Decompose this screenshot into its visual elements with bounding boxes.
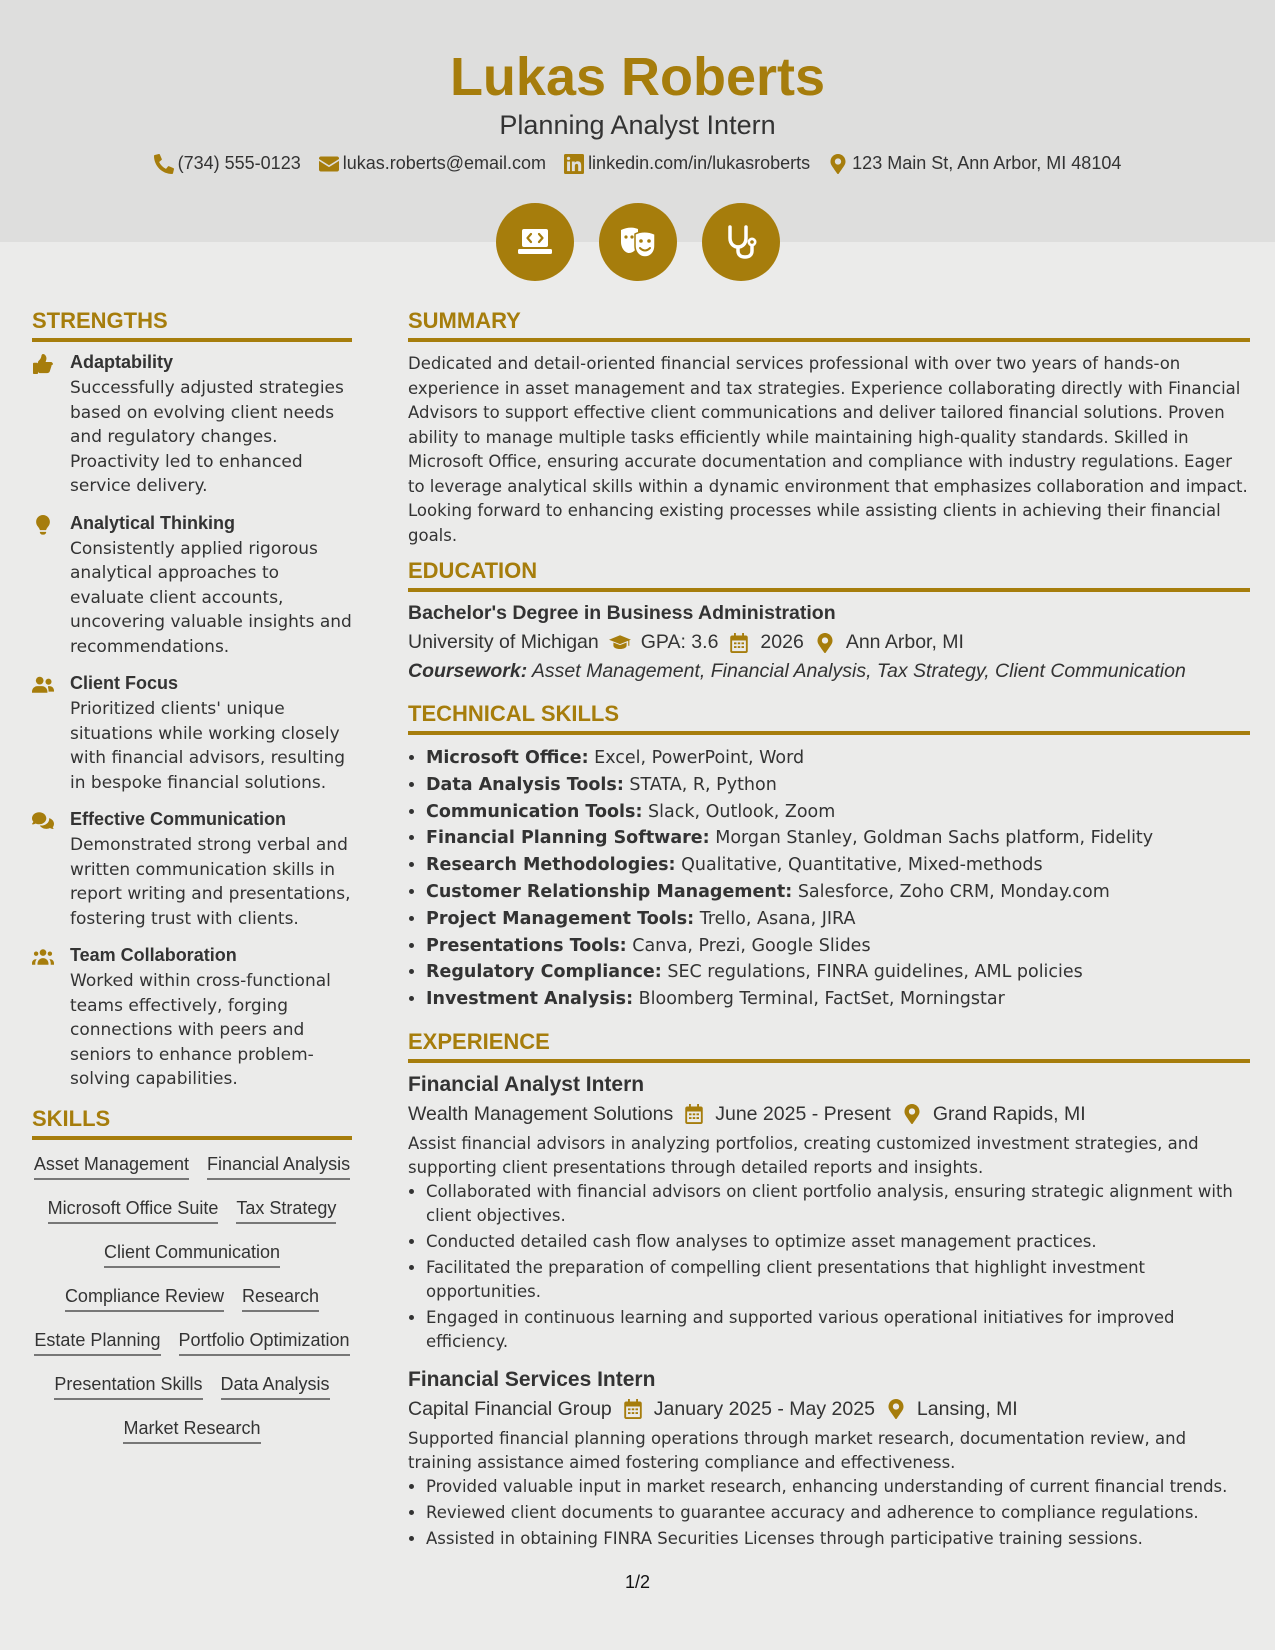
education-degree: Bachelor's Degree in Business Administration — [408, 602, 836, 624]
badge-laptop-code — [496, 203, 574, 281]
contact-email-text: lukas.roberts@email.com — [342, 153, 547, 173]
technical-skill-value: Salesforce, Zoho CRM, Monday.com — [792, 881, 1110, 902]
technical-skill-item — [426, 825, 1250, 852]
skills-heading: SKILLS — [32, 1106, 352, 1140]
job-title: Financial Services Intern — [408, 1367, 656, 1391]
strength-item — [32, 352, 352, 499]
coursework-list: Asset Management, Financial Analysis, Tax Strategy, Client Communication — [527, 660, 1186, 682]
candidate-role: Planning Analyst Intern — [499, 110, 776, 140]
technical-skill-value: STATA, R, Python — [623, 774, 777, 795]
left-column — [32, 308, 352, 1448]
technical-skill-label: Microsoft Office: — [426, 748, 589, 768]
comments-icon — [32, 811, 54, 831]
technical-skill-item — [426, 852, 1250, 879]
job-entry — [408, 1368, 1250, 1551]
user-group-icon — [32, 675, 54, 695]
strength-title: Effective Communication — [70, 809, 287, 829]
education-school: University of Michigan — [408, 631, 599, 653]
technical-skill-value: Slack, Outlook, Zoom — [642, 801, 836, 822]
education-year: 2026 — [760, 631, 804, 653]
education-coursework — [408, 660, 1250, 683]
badge-stethoscope — [702, 203, 780, 281]
strengths-heading: STRENGTHS — [32, 308, 352, 342]
skill-tag: Portfolio Optimization — [179, 1330, 350, 1356]
technical-skills-list — [408, 745, 1250, 1013]
job-bullet: • Provided valuable input in market research, enhancing understanding of current financial trends. — [426, 1475, 1250, 1499]
skill-tag: Market Research — [123, 1418, 260, 1444]
technical-skills-heading: TECHNICAL SKILLS — [408, 701, 1250, 735]
phone-icon — [154, 154, 174, 174]
job-dates: June 2025 - Present — [715, 1102, 891, 1125]
job-company: Capital Financial Group — [408, 1397, 612, 1420]
technical-skill-label: Investment Analysis: — [426, 989, 634, 1010]
skill-tag: Research — [242, 1286, 319, 1312]
summary-heading: SUMMARY — [408, 308, 1250, 342]
badge-theater-masks — [599, 203, 677, 281]
technical-skill-value: SEC regulations, FINRA guidelines, AML policies — [661, 962, 1083, 983]
lightbulb-icon — [32, 515, 54, 535]
job-bullet: • Conducted detailed cash flow analyses to optimize asset management practices. — [426, 1230, 1250, 1254]
job-bullet: • Assisted in obtaining FINRA Securities Licenses through participative training sessions. — [426, 1527, 1250, 1551]
skill-tag: Tax Strategy — [236, 1198, 336, 1224]
location-pin-icon — [828, 154, 848, 174]
job-bullet: • Reviewed client documents to guarantee accuracy and adherence to compliance regulations. — [426, 1501, 1250, 1525]
envelope-icon — [319, 154, 339, 174]
education-location: Ann Arbor, MI — [845, 631, 964, 653]
coursework-label: Coursework: — [408, 660, 528, 682]
education-meta — [408, 631, 1250, 654]
job-bullets — [408, 1475, 1250, 1551]
calendar-icon — [683, 1104, 705, 1124]
contact-address — [828, 153, 1121, 174]
calendar-icon — [622, 1399, 644, 1419]
candidate-name: Lukas Roberts — [449, 47, 826, 107]
laptop-code-icon — [515, 222, 555, 262]
contact-linkedin-text: linkedin.com/in/lukasroberts — [588, 153, 811, 173]
contact-row — [0, 153, 1275, 174]
technical-skill-label: Research Methodologies: — [426, 855, 676, 876]
stethoscope-icon — [721, 222, 761, 262]
strength-item — [32, 809, 352, 931]
technical-skill-label: Customer Relationship Management: — [426, 881, 793, 902]
skill-tag: Presentation Skills — [54, 1374, 202, 1400]
job-location: Lansing, MI — [916, 1397, 1018, 1420]
strength-item — [32, 945, 352, 1092]
contact-linkedin[interactable] — [564, 153, 810, 174]
strength-desc: Demonstrated strong verbal and written communication skills in report writing and presentations, fostering trust with clients. — [70, 835, 351, 929]
technical-skill-value: Canva, Prezi, Google Slides — [626, 935, 871, 956]
experience-heading: EXPERIENCE — [408, 1029, 1250, 1063]
contact-address-text: 123 Main St, Ann Arbor, MI 48104 — [852, 153, 1122, 173]
skill-tag: Data Analysis — [221, 1374, 330, 1400]
location-pin-icon — [901, 1104, 923, 1124]
technical-skill-label: Regulatory Compliance: — [426, 962, 662, 983]
strength-title: Team Collaboration — [70, 945, 237, 965]
linkedin-icon — [564, 154, 584, 174]
technical-skill-label: Financial Planning Software: — [426, 828, 710, 849]
skill-tag: Estate Planning — [34, 1330, 160, 1356]
technical-skill-value: Bloomberg Terminal, FactSet, Morningstar — [633, 989, 1005, 1010]
technical-skill-label: Data Analysis Tools: — [426, 774, 624, 795]
technical-skill-item — [426, 745, 1250, 772]
job-description: Assist financial advisors in analyzing portfolios, creating customized investment strategies, and supporting client presentations through detailed reports and insights. — [408, 1133, 1199, 1177]
thumbs-up-icon — [32, 354, 54, 374]
technical-skill-label: Presentations Tools: — [426, 935, 627, 956]
location-pin-icon — [885, 1399, 907, 1419]
education-gpa: GPA: 3.6 — [640, 631, 719, 653]
graduation-cap-icon — [609, 633, 631, 653]
job-title: Financial Analyst Intern — [408, 1072, 645, 1096]
location-pin-icon — [814, 633, 836, 653]
job-entry — [408, 1073, 1250, 1354]
job-bullet: • Engaged in continuous learning and supported various operational initiatives for improved efficiency. — [426, 1306, 1250, 1354]
job-location: Grand Rapids, MI — [932, 1102, 1086, 1125]
strength-title: Client Focus — [70, 673, 179, 693]
skill-tag: Asset Management — [34, 1154, 189, 1180]
technical-skill-item — [426, 772, 1250, 799]
strength-title: Adaptability — [70, 352, 174, 372]
skill-tag: Financial Analysis — [207, 1154, 350, 1180]
skill-tag: Client Communication — [104, 1242, 280, 1268]
technical-skill-value: Morgan Stanley, Goldman Sachs platform, Fidelity — [709, 828, 1154, 849]
job-company: Wealth Management Solutions — [408, 1102, 674, 1125]
technical-skill-value: Excel, PowerPoint, Word — [588, 748, 805, 768]
technical-skill-item — [426, 799, 1250, 826]
right-column — [408, 308, 1250, 1565]
job-dates: January 2025 - May 2025 — [653, 1397, 875, 1420]
job-meta — [408, 1103, 1250, 1126]
strength-desc: Consistently applied rigorous analytical approaches to evaluate client accounts, uncovering valuable insights and recommendations. — [70, 538, 352, 657]
technical-skill-label: Project Management Tools: — [426, 908, 695, 929]
technical-skill-item — [426, 879, 1250, 906]
skills-list — [32, 1150, 352, 1448]
strength-title: Analytical Thinking — [70, 512, 236, 533]
technical-skill-item — [426, 933, 1250, 960]
theater-masks-icon — [618, 222, 658, 262]
contact-phone-text: (734) 555-0123 — [177, 153, 301, 173]
job-bullet: • Facilitated the preparation of compelling client presentations that highlight investment opportunities. — [426, 1256, 1250, 1304]
strength-desc: Prioritized clients' unique situations while working closely with financial advisors, resulting in bespoke financial solutions. — [70, 699, 346, 793]
strength-item — [32, 513, 352, 660]
technical-skill-item — [426, 906, 1250, 933]
interest-badges — [0, 203, 1275, 281]
job-bullet: • Collaborated with financial advisors on client portfolio analysis, ensuring strategic alignment with client objectives. — [426, 1180, 1250, 1228]
job-bullets — [408, 1180, 1250, 1354]
technical-skill-label: Communication Tools: — [426, 801, 643, 822]
strength-desc: Worked within cross-functional teams effectively, forging connections with peers and seniors to enhance problem-solving capabilities. — [70, 971, 331, 1089]
technical-skill-value: Qualitative, Quantitative, Mixed-methods — [675, 855, 1043, 876]
job-description: Supported financial planning operations through market research, documentation review, and training assistance aimed fostering compliance and effectiveness. — [408, 1428, 1187, 1472]
job-meta — [408, 1398, 1250, 1421]
skill-tag: Microsoft Office Suite — [48, 1198, 219, 1224]
contact-phone[interactable] — [154, 153, 301, 174]
technical-skill-value: Trello, Asana, JIRA — [694, 908, 856, 929]
technical-skill-item — [426, 959, 1250, 986]
technical-skill-item — [426, 986, 1250, 1013]
page-number: 1/2 — [624, 1572, 651, 1592]
calendar-icon — [728, 633, 750, 653]
users-icon — [32, 947, 54, 967]
strength-item — [32, 673, 352, 795]
strength-desc: Successfully adjusted strategies based on evolving client needs and regulatory changes. Proactivity led to enhanced service delivery. — [70, 378, 344, 496]
education-heading: EDUCATION — [408, 558, 1250, 592]
summary-text: Dedicated and detail-oriented financial services professional with over two years of hands-on experience in asset management and tax strategies. Experience collaborating directly with Financial Advisors to support effective client communications and deliver tailored financial solutions. Proven ability to manage multiple tasks efficiently while maintaining high-quality standards. Skilled in Microsoft Office, ensuring accurate documentation and compliance with industry regulations. Eager to leverage analytical skills within a dynamic environment that emphasizes collaboration and impact. Looking forward to enhancing existing processes while assisting clients in achieving their financial goals. — [408, 354, 1248, 545]
skill-tag: Compliance Review — [65, 1286, 224, 1312]
contact-email[interactable] — [319, 153, 546, 174]
